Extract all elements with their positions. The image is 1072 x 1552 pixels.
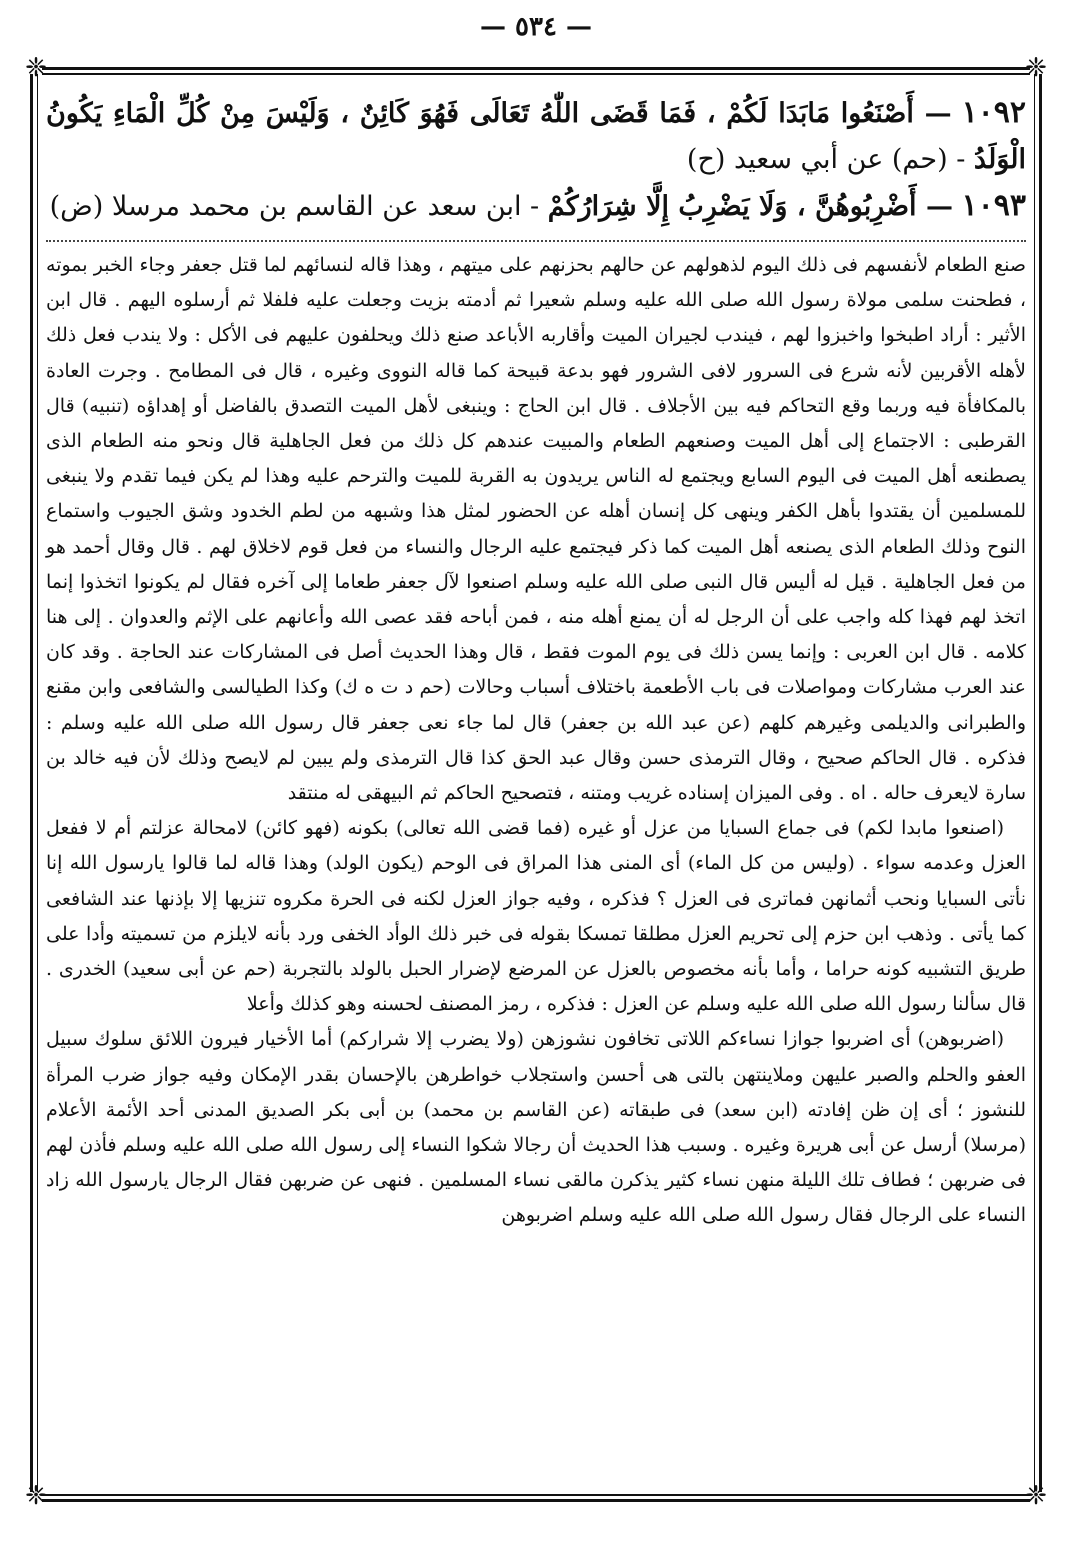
page-content <box>46 90 1026 1486</box>
hadith-dash: — <box>916 191 953 222</box>
hadith-text: أَصْنَعُوا مَابَدَا لَكُمْ ، فَمَا قَضَى اللّٰهُ تَعَالَى فَهُوَ كَائِنٌ ، وَلَيْسَ مِنْ كُلِّ الْمَاءِ يَكُونُ الْوَلَدُ <box>46 98 1026 175</box>
hadith-dash: — <box>913 98 952 129</box>
frame-right-border <box>1034 74 1042 1492</box>
section-divider <box>46 240 1026 242</box>
hadith-text: أَضْرِبُوهُنَّ ، وَلَا يَضْرِبُ إِلَّا شِرَارُكُمْ <box>547 191 917 222</box>
frame-bottom-border <box>42 1494 1030 1502</box>
flourish-corner-icon: ❈ <box>25 1481 47 1511</box>
frame-top-border <box>42 67 1030 75</box>
commentary <box>46 248 1026 1234</box>
flourish-corner-icon: ❈ <box>25 53 47 83</box>
frame-left-border <box>30 74 38 1492</box>
flourish-corner-icon: ❈ <box>1025 1481 1047 1511</box>
hadith-number: ١٠٩٣ <box>961 188 1026 223</box>
hadith-source: - ابن سعد عن القاسم بن محمد مرسلا (ض) <box>49 191 540 222</box>
hadith-entry <box>46 183 1026 230</box>
commentary-paragraph: (اضربوهن) أى اضربوا جوازا نساءكم اللاتى تخافون نشوزهن (ولا يضرب إلا شراركم) أما الأخيار فيرون اللائق سلوك سبيل العفو والحلم والصبر عليهن وملاينتهن بالتى هى أحسن واستجلاب خواطرهن بالإحسان بقدر الإمكان وفيه جواز ضرب المرأة للنشوز ؛ أى إن ظن إفادته (ابن سعد) فى طبقاته (عن القاسم بن محمد) بن أبى بكر الصديق المدنى أحد الأئمة الأعلام (مرسلا) أرسل عن أبى هريرة وغيره . وسبب هذا الحديث أن رجالا شكوا النساء إلى رسول الله صلى الله عليه وسلم فأذن لهم فى ضربهن ؛ فطاف تلك الليلة منهن نساء كثير يذكرن مالقى نساء المسلمين . فنهى عن ضربهن فقال الرجال يارسول الله زاد النساء على الرجال فقال رسول الله صلى الله عليه وسلم اضربوهن <box>46 1028 1026 1227</box>
hadith-number: ١٠٩٢ <box>961 95 1027 130</box>
hadith-entry <box>46 90 1026 183</box>
page-number: — ٥٣٤ — <box>479 12 593 42</box>
commentary-paragraph: (اصنعوا مابدا لكم) فى جماع السبايا من عزل أو غيره (فما قضى الله تعالى) بكونه (فهو كائن) لامحالة عزلتم أم لا ففعل العزل وعدمه سواء . (وليس من كل الماء) أى المنى هذا المراق فى الوحم (يكون الولد) وهذا قاله لما قالوا يارسول الله إنا نأتى السبايا ونحب أثمانهن فماترى فى العزل ؟ فذكره ، وفيه جواز العزل لكنه فى الحرة مكروه تنزيها إلا بإذنها عند الشافعى كما يأتى . وذهب ابن حزم إلى تحريم العزل مطلقا تمسكا بقوله فى خبر ذلك الوأد الخفى ورد بأنه لايلزم من تسميته وأدا على طريق التشبيه كونه حراما ، وأما بأنه مخصوص بالعزل عن المرضع لإضرار الحبل بالولد بالتجربة (حم عن أبى سعيد) الخدرى . قال سألنا رسول الله صلى الله عليه وسلم عن العزل : فذكره ، رمز المصنف لحسنه وهو كذلك وأعلا <box>46 817 1026 1016</box>
hadith-source: - (حم) عن أبي سعيد (ح) <box>686 144 966 175</box>
flourish-corner-icon: ❈ <box>1025 53 1047 83</box>
commentary-paragraph: صنع الطعام لأنفسهم فى ذلك اليوم لذهولهم عن حالهم بحزنهم على ميتهم ، وهذا قاله لنسائهم لما قتل جعفر وجاء الخبر بموته ، فطحنت سلمى مولاة رسول الله صلى الله عليه وسلم شعيرا ثم أدمته بزيت وجعلت عليه فلفلا ثم أرسلوه اليهم . قال ابن الأثير : أراد اطبخوا واخبزوا لهم ، فيندب لجيران الميت وأقاربه الأباعد صنع ذلك ويحلفون عليهم فى الأكل : ولا يندب فعل ذلك لأهله الأقربين لأنه شرع فى السرور لافى الشرور فهو بدعة قبيحة كما قاله النووى وغيره ، قال فى المطامح . وجرت العادة بالمكافأة فيه وربما وقع التحاكم فيه بين الأجلاف . قال ابن الحاج : وينبغى لأهل الميت التصدق بالفاضل أو إهداؤه (تنبيه) قال القرطبى : الاجتماع إلى أهل الميت وصنعهم الطعام والمبيت عندهم كل ذلك من فعل الجاهلية قال ونحو منه الطعام الذى يصطنعه أهل الميت فى اليوم السابع ويجتمع له الناس يريدون به القربة للميت والترحم عليه وهذا لم يكن فيما تقدم ولا ينبغى للمسلمين أن يقتدوا بأهل الكفر وينهى كل إنسان أهله عن الحضور لمثل هذا وشبهه من لطم الخدود وشق الجيوب واستماع النوح وذلك الطعام الذى يصنعه أهل الميت كما ذكر فيجتمع عليه الرجال والنساء من فعل قوم لاخلاق لهم . قال وقال أحمد هو من فعل الجاهلية . قيل له أليس قال النبى صلى الله عليه وسلم اصنعوا لآل جعفر طعاما إلى آخره فقال لم يكونوا اتخذوا إنما اتخذ لهم فهذا كله واجب على أن الرجل له أن يمنع أهله منه ، فمن أباحه فقد عصى الله وأعانهم على الإثم والعدوان . إلى هنا كلامه . قال ابن العربى : وإنما يسن ذلك فى يوم الموت فقط ، قال وهذا الحديث أصل فى المشاركات عند الحاجة . وقد كان عند العرب مشاركات ومواصلات فى باب الأطعمة باختلاف أسباب وحالات (حم د ت ه ك) وكذا الطيالسى والشافعى وابن مقنع والطبرانى والديلمى وغيرهم كلهم (عن عبد الله بن جعفر) قال لما جاء نعى جعفر قال رسول الله صلى الله عليه وسلم : فذكره . قال الحاكم صحيح ، وقال الترمذى حسن وقال عبد الحق كذا قال الترمذى ولم يبين لم لايصح وذلك لأن فيه خالد بن سارة لايعرف حاله . اه . وفى الميزان إسناده غريب ومتنه ، فتصحيح الحاكم ثم البيهقى له منتقد <box>46 254 1026 805</box>
